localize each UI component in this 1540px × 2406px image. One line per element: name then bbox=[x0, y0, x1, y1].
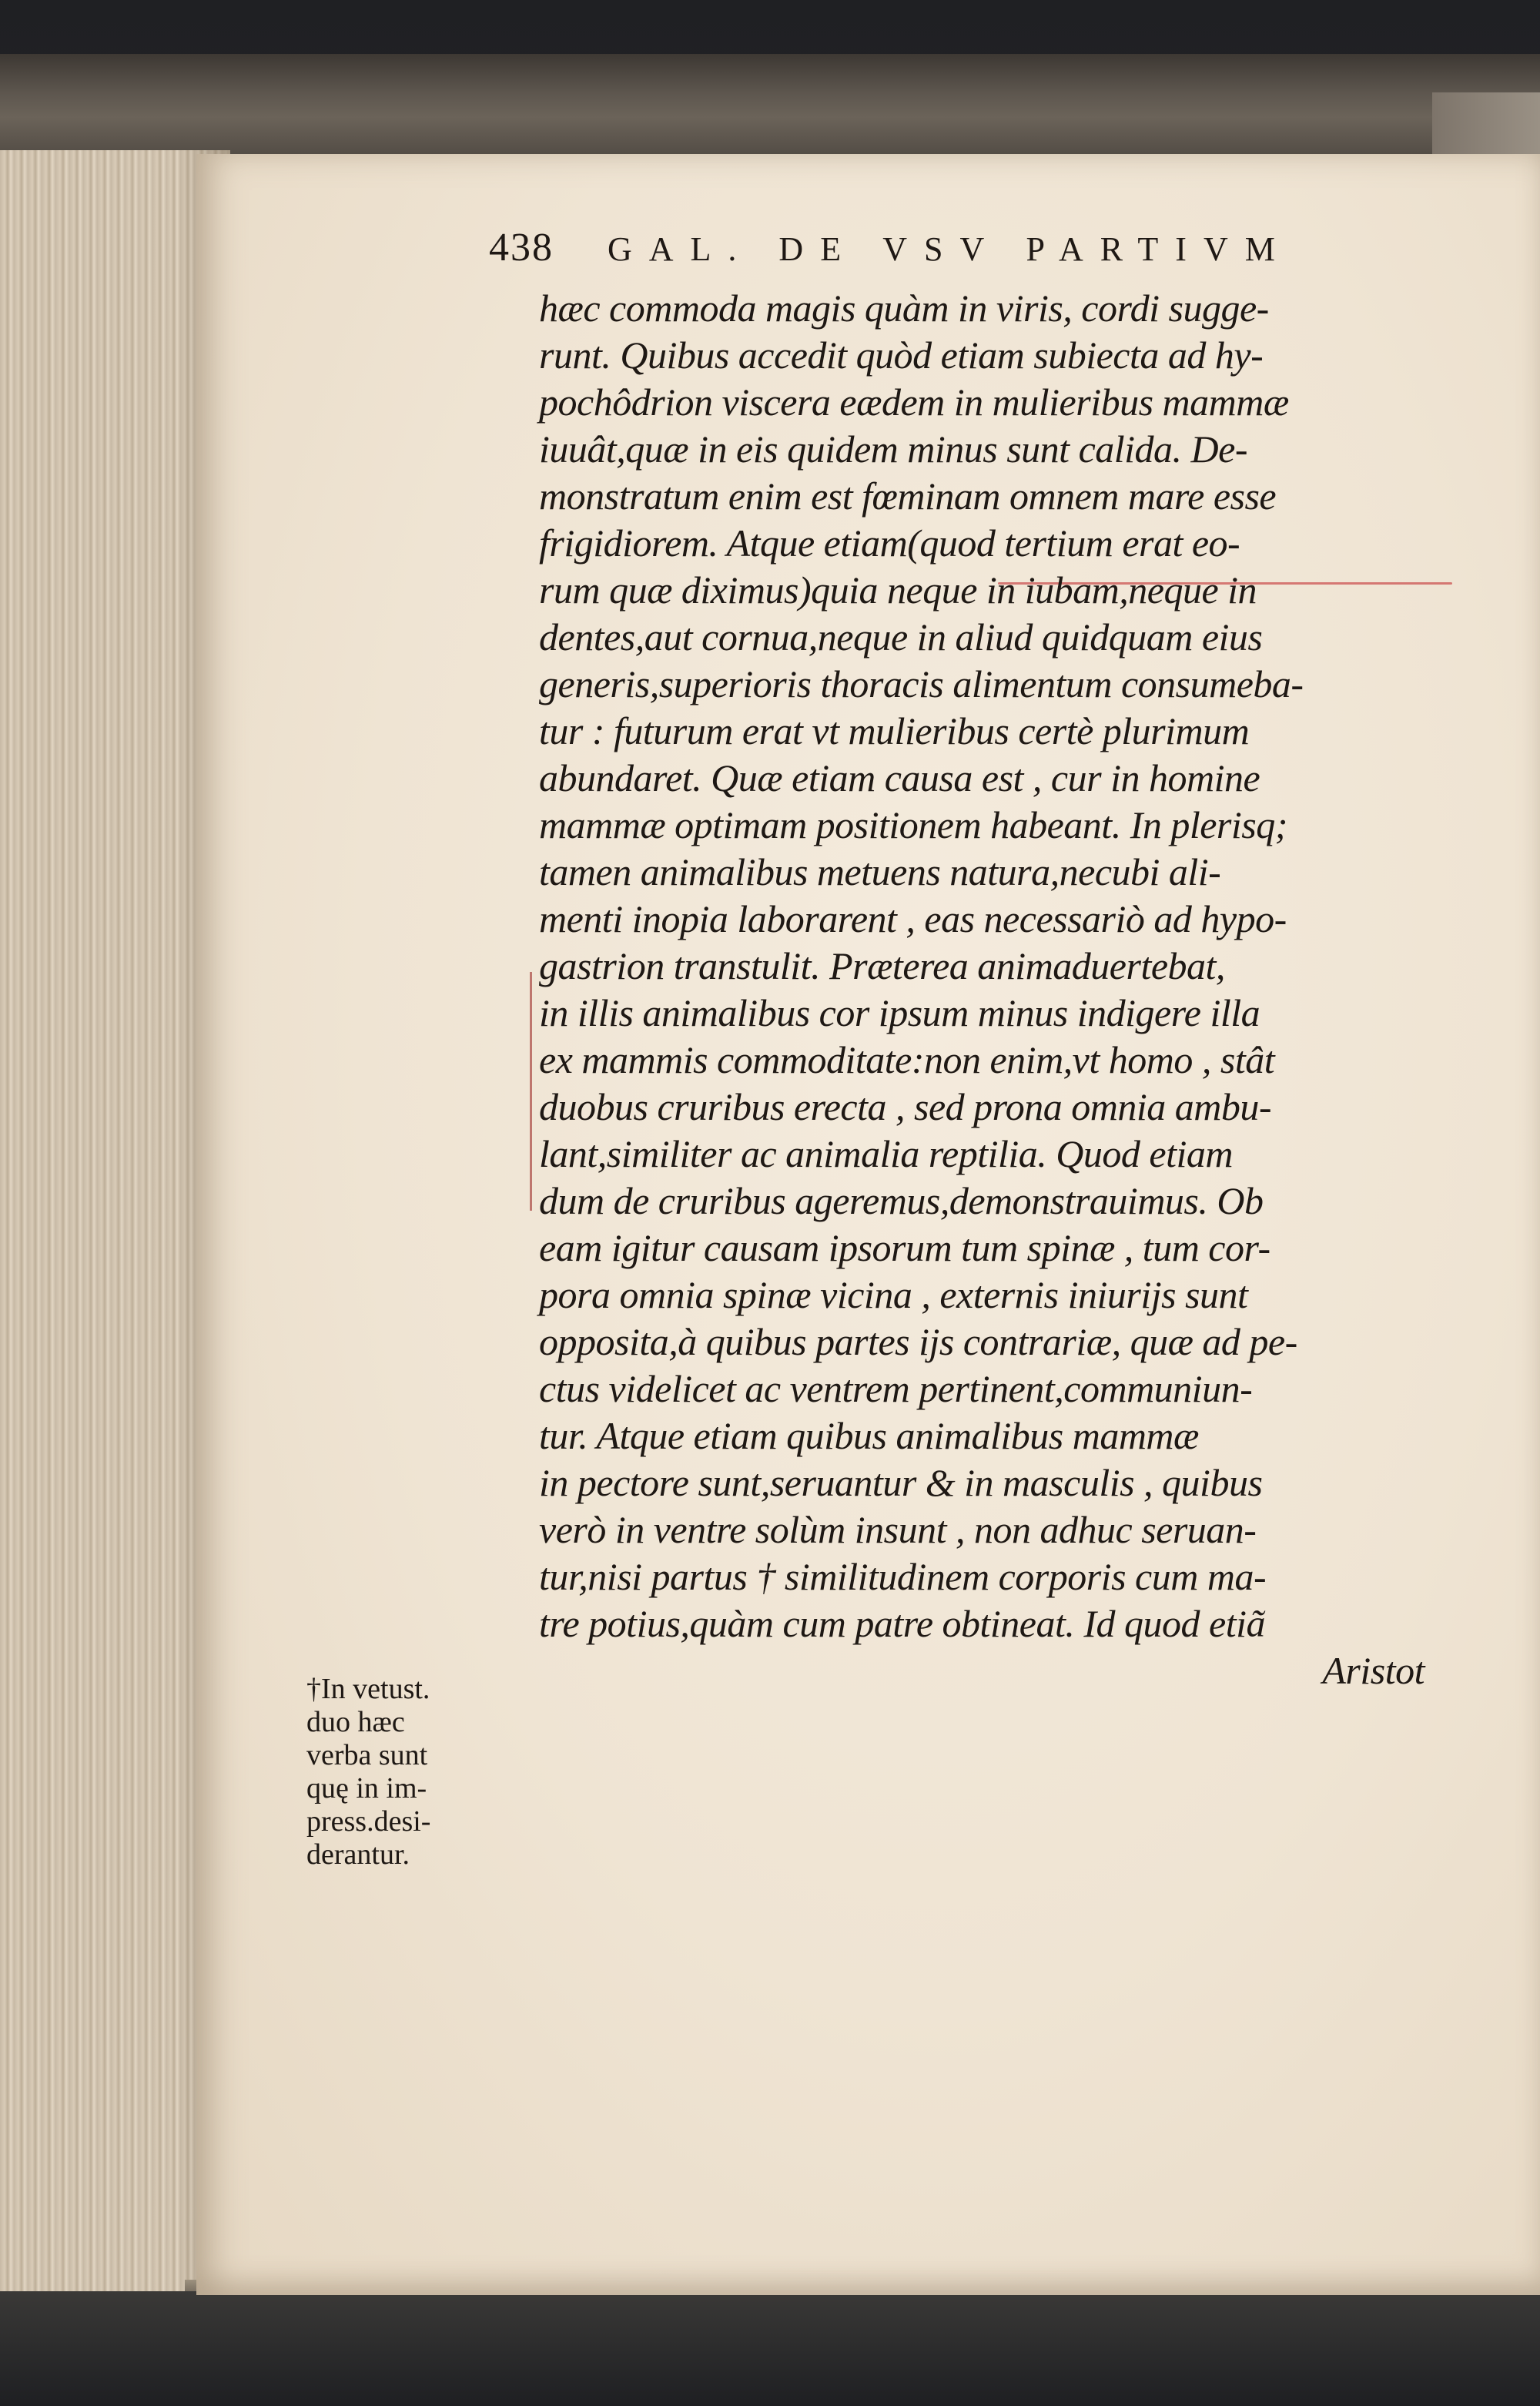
text-line: pochôdrion viscera eædem in mulieribus mammæ bbox=[539, 380, 1289, 424]
text-line: ctus videlicet ac ventrem pertinent,communiun- bbox=[539, 1367, 1253, 1410]
text-line: menti inopia laborarent , eas necessariò ad hypo- bbox=[539, 897, 1287, 940]
marginal-note bbox=[306, 1673, 522, 1872]
margin-note-line: †In vetust. bbox=[306, 1673, 430, 1705]
text-line: iuuât,quæ in eis quidem minus sunt calida. De- bbox=[539, 427, 1247, 471]
text-line: runt. Quibus accedit quòd etiam subiecta ad hy- bbox=[539, 333, 1264, 377]
text-line: duobus cruribus erecta , sed prona omnia ambu- bbox=[539, 1085, 1271, 1128]
margin-note-line: duo hæc bbox=[306, 1706, 405, 1738]
text-line: dentes,aut cornua,neque in aliud quidquam eius bbox=[539, 615, 1263, 658]
main-text-block bbox=[539, 285, 1471, 1694]
text-line: verò in ventre solùm insunt , non adhuc seruan- bbox=[539, 1508, 1257, 1551]
text-line: in pectore sunt,seruantur & in masculis , quibus bbox=[539, 1461, 1263, 1504]
text-line: tamen animalibus metuens natura,necubi ali- bbox=[539, 850, 1221, 893]
text-line: pora omnia spinæ vicina , externis iniurijs sunt bbox=[539, 1273, 1248, 1316]
text-line: gastrion transtulit. Præterea animaduertebat, bbox=[539, 944, 1225, 987]
margin-note-line: verba sunt bbox=[306, 1739, 428, 1771]
running-head bbox=[489, 225, 1413, 279]
text-line: tre potius,quàm cum patre obtineat. Id quod etiã bbox=[539, 1602, 1266, 1645]
page-number: 438 bbox=[489, 226, 554, 270]
text-line: tur. Atque etiam quibus animalibus mammæ bbox=[539, 1414, 1199, 1457]
margin-note-line: derantur. bbox=[306, 1838, 410, 1871]
text-line: monstratum enim est fœminam omnem mare esse bbox=[539, 474, 1277, 518]
text-line: generis,superioris thoracis alimentum consumeba- bbox=[539, 662, 1304, 705]
text-line: dum de cruribus ageremus,demonstrauimus. Ob bbox=[539, 1179, 1264, 1222]
text-line: in illis animalibus cor ipsum minus indigere illa bbox=[539, 991, 1260, 1034]
text-line: frigidiorem. Atque etiam(quod tertium erat eo- bbox=[539, 521, 1240, 565]
running-title: GAL. DE VSV PARTIVM bbox=[608, 230, 1292, 268]
text-line: lant,similiter ac animalia reptilia. Quod etiam bbox=[539, 1132, 1233, 1175]
text-line: opposita,à quibus partes ijs contrariæ, quæ ad pe- bbox=[539, 1320, 1297, 1363]
text-line: hæc commoda magis quàm in viris, cordi sugge- bbox=[539, 287, 1269, 330]
table-surface bbox=[0, 2291, 1540, 2406]
margin-note-line: quę in im- bbox=[306, 1772, 427, 1804]
text-line: tur : futurum erat vt mulieribus certè plurimum bbox=[539, 709, 1250, 752]
red-ink-margin-mark bbox=[530, 972, 532, 1211]
catchword: Aristot bbox=[1322, 1649, 1424, 1692]
text-line: abundaret. Quæ etiam causa est , cur in homine bbox=[539, 756, 1260, 799]
text-line: mammæ optimam positionem habeant. In plerisq; bbox=[539, 803, 1287, 846]
text-line: ex mammis commoditate:non enim,vt homo , stât bbox=[539, 1038, 1275, 1081]
text-line: rum quæ diximus)quia neque in iubam,neque in bbox=[539, 568, 1257, 612]
text-line: eam igitur causam ipsorum tum spinæ , tum cor- bbox=[539, 1226, 1270, 1269]
margin-note-line: press.desi- bbox=[306, 1805, 431, 1838]
text-line: tur,nisi partus † similitudinem corporis cum ma- bbox=[539, 1555, 1267, 1598]
